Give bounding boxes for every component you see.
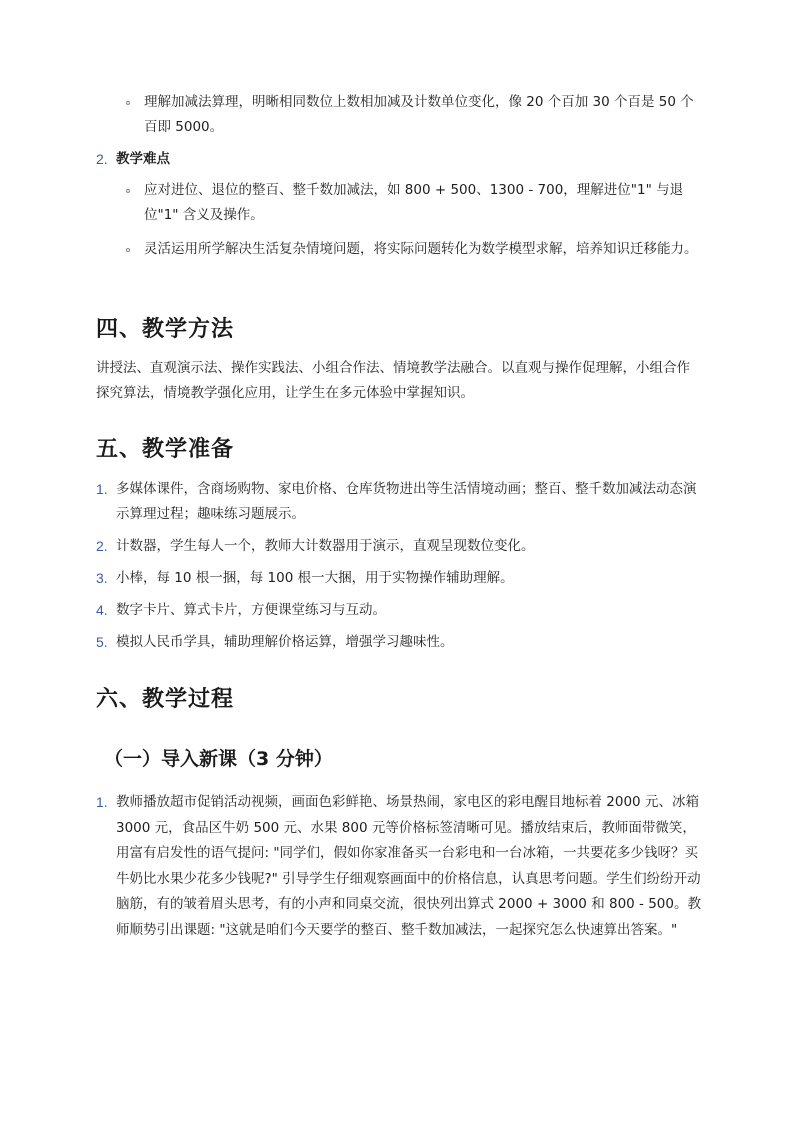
methods-paragraph: 讲授法、直观演示法、操作实践法、小组合作法、情境教学法融合。以直观与操作促理解，小组合作探究算法，情境教学强化应用，让学生在多元体验中掌握知识。: [96, 360, 690, 401]
bullet-icon: [126, 101, 130, 105]
list-item: [96, 534, 706, 559]
preparation-list: [96, 477, 706, 655]
list-text: 模拟人民币学具，辅助理解价格运算，增强学习趣味性。: [116, 634, 454, 650]
list-item: [122, 237, 707, 262]
list-text: 多媒体课件，含商场购物、家电价格、仓库货物进出等生活情境动画；整百、整千数加减法动态演示算理过程；趣味练习题展示。: [116, 481, 697, 522]
list-text: 教师播放超市促销活动视频，画面色彩鲜艳、场景热闹，家电区的彩电醒目地标着 2000 元、冰箱 3000 元，食品区牛奶 500 元、水果 800 元等价格标签清晰可见。播放结束后，教师面带微笑，用富有启发性的语气提问: "同学们，假如你家准备买一台彩电和一台冰箱，一共要花多少钱呀？买牛奶比水果少花多少钱呢?" 引导学生仔细观察画面中的价格信息，认真思考问题。学生们纷纷开动脑筋，有的皱着眉头思考，有的小声和同桌交流，很快列出算式 2000 + 3000 和 800 - 500。教师顺势引出课题: "这就是咱们今天要学的整百、整千数加减法，一起探究怎么快速算出答案。": [116, 794, 701, 938]
bullet-icon: [126, 189, 130, 193]
section-heading-methods: 四、教学方法: [96, 317, 235, 342]
list-item: [96, 566, 706, 591]
difficulty-title: 教学难点: [116, 151, 170, 167]
key-points-bullets: [122, 90, 707, 140]
bullet-text: 应对进位、退位的整百、整千数加减法，如 800 + 500、1300 - 700，理解进位"1" 与退位"1" 含义及操作。: [144, 182, 684, 223]
process-list: [96, 790, 706, 943]
list-number: 4.: [96, 602, 108, 618]
list-text: 计数器，学生每人一个，教师大计数器用于演示，直观呈现数位变化。: [116, 538, 535, 554]
section-heading-process: 六、教学过程: [96, 687, 235, 712]
list-text: 小棒，每 10 根一捆，每 100 根一大捆，用于实物操作辅助理解。: [116, 570, 514, 586]
difficulty-heading-item: [96, 147, 706, 172]
sub-heading-intro: （一）导入新课（3 分钟）: [104, 748, 333, 770]
section-heading-preparation: 五、教学准备: [96, 437, 235, 462]
difficulty-bullets: [122, 178, 707, 262]
list-number: 1.: [96, 481, 108, 497]
list-item: [96, 598, 706, 623]
list-number: 5.: [96, 634, 108, 650]
list-item: [96, 630, 706, 655]
list-text: 数字卡片、算式卡片，方便课堂练习与互动。: [116, 602, 386, 618]
bullet-text: 灵活运用所学解决生活复杂情境问题，将实际问题转化为数学模型求解，培养知识迁移能力。: [144, 241, 698, 257]
list-item: [122, 178, 707, 228]
list-item: [122, 90, 707, 140]
bullet-text: 理解加减法算理，明晰相同数位上数相加减及计数单位变化，像 20 个百加 30 个百是 50 个百即 5000。: [144, 94, 694, 135]
list-item: [96, 790, 706, 943]
list-number: 2.: [96, 538, 108, 554]
list-number: 3.: [96, 570, 108, 586]
list-number: 2.: [96, 151, 108, 167]
list-item: [96, 477, 706, 527]
list-number: 1.: [96, 794, 108, 810]
bullet-icon: [126, 248, 130, 252]
